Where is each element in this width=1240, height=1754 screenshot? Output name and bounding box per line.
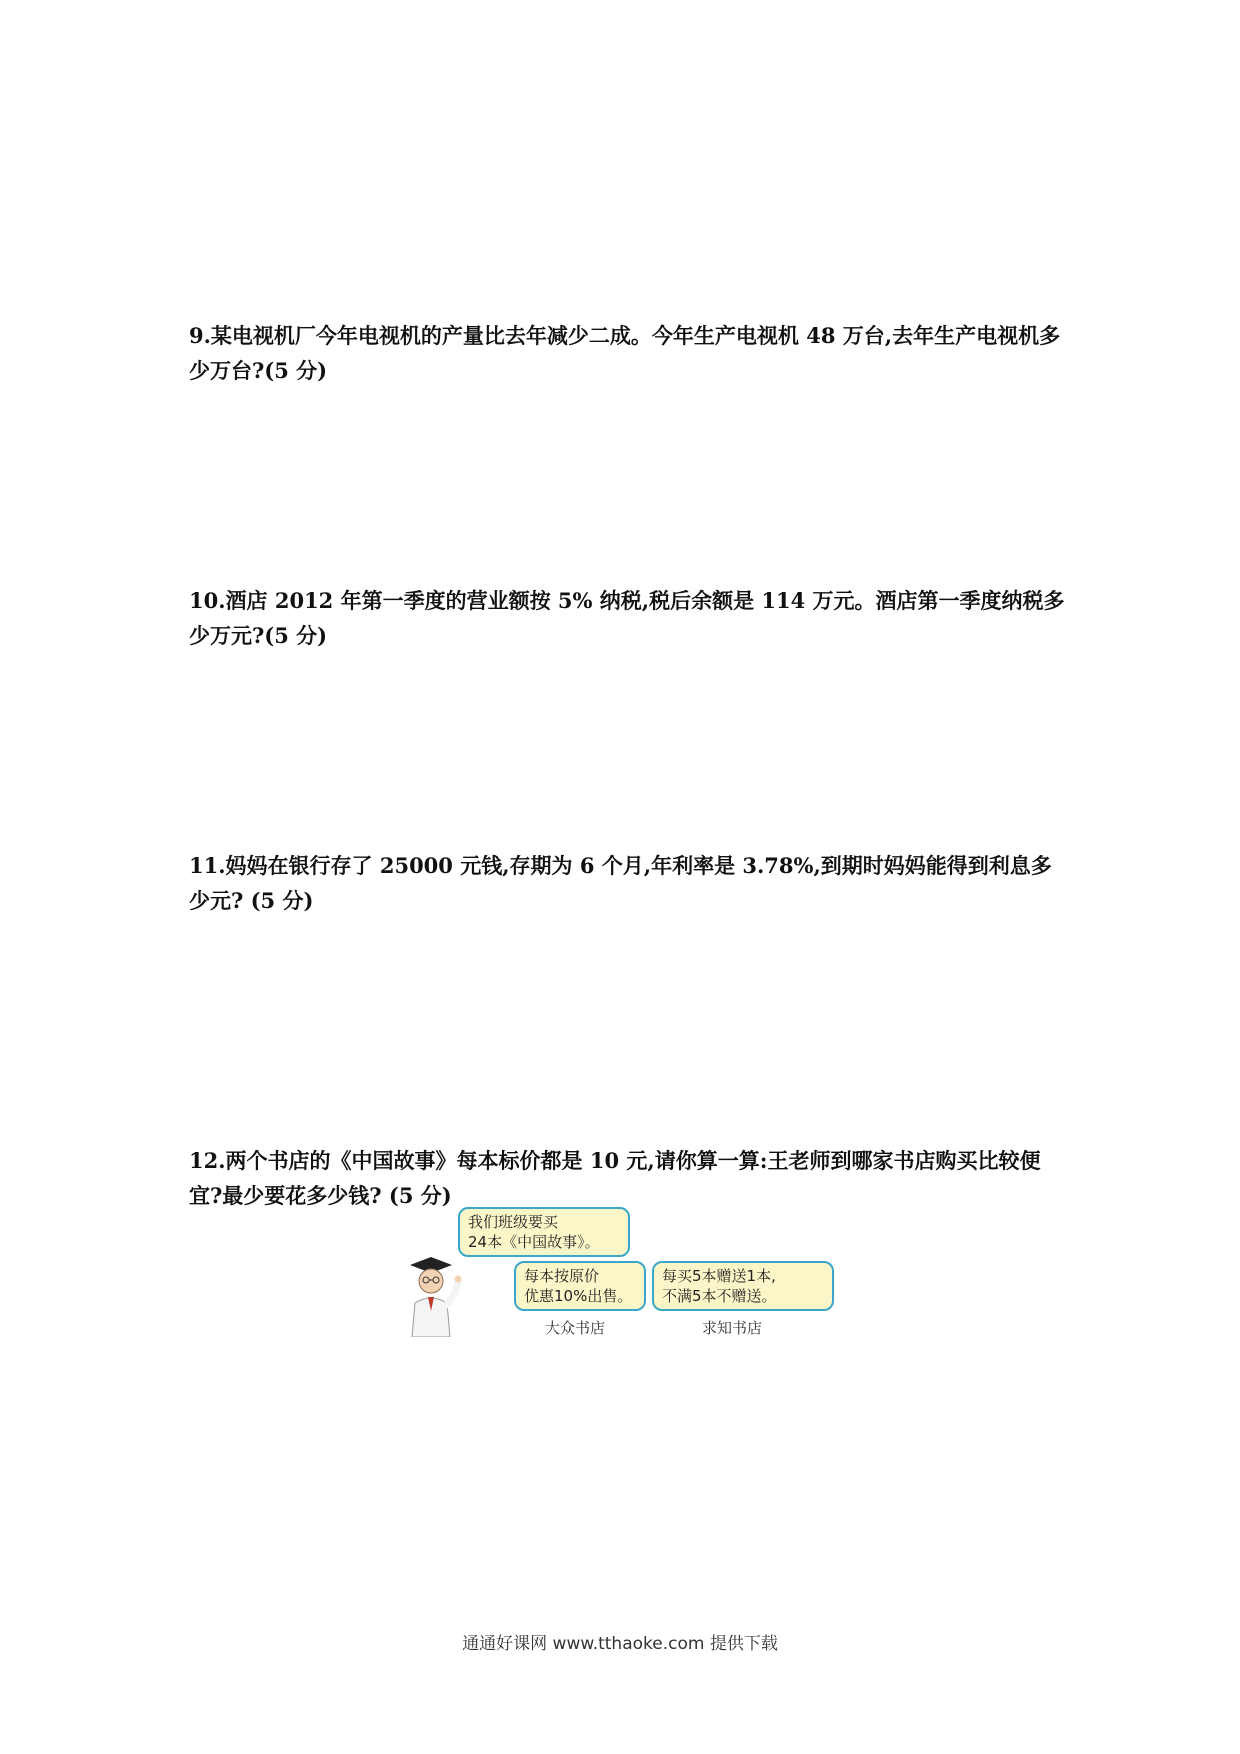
qiuzhi-store-bubble xyxy=(652,1261,834,1311)
teacher-figure-icon xyxy=(400,1251,462,1337)
dazhong-store-label: 大众书店 xyxy=(545,1319,606,1337)
teacher-bubble-line-2: 24本《中国故事》。 xyxy=(468,1233,600,1251)
qiuzhi-bubble-line-1: 每买5本赠送1本, xyxy=(662,1267,776,1285)
qiuzhi-bubble-line-2: 不满5本不赠送。 xyxy=(662,1287,777,1305)
footer-source: 通通好课网 www.tthaoke.com 提供下载 xyxy=(462,1634,778,1654)
bookstore-illustration xyxy=(400,1207,840,1337)
question-9: 9.某电视机厂今年电视机的产量比去年减少二成。今年生产电视机 48 万台,去年生产电视机多少万台?(5 分) xyxy=(189,323,1061,383)
dazhong-bubble-line-2: 优惠10%出售。 xyxy=(524,1287,633,1305)
dazhong-bubble-line-1: 每本按原价 xyxy=(524,1267,600,1285)
teacher-speech-bubble xyxy=(458,1207,630,1257)
question-12: 12.两个书店的《中国故事》每本标价都是 10 元,请你算一算:王老师到哪家书店购买比较便宜?最少要花多少钱? (5 分) xyxy=(189,1148,1041,1208)
question-10: 10.酒店 2012 年第一季度的营业额按 5% 纳税,税后余额是 114 万元。酒店第一季度纳税多少万元?(5 分) xyxy=(189,588,1065,648)
teacher-bubble-line-1: 我们班级要买 xyxy=(468,1213,559,1231)
qiuzhi-store-label: 求知书店 xyxy=(702,1319,763,1337)
question-11: 11.妈妈在银行存了 25000 元钱,存期为 6 个月,年利率是 3.78%,到期时妈妈能得到利息多少元? (5 分) xyxy=(189,853,1052,913)
dazhong-store-bubble xyxy=(514,1261,646,1311)
